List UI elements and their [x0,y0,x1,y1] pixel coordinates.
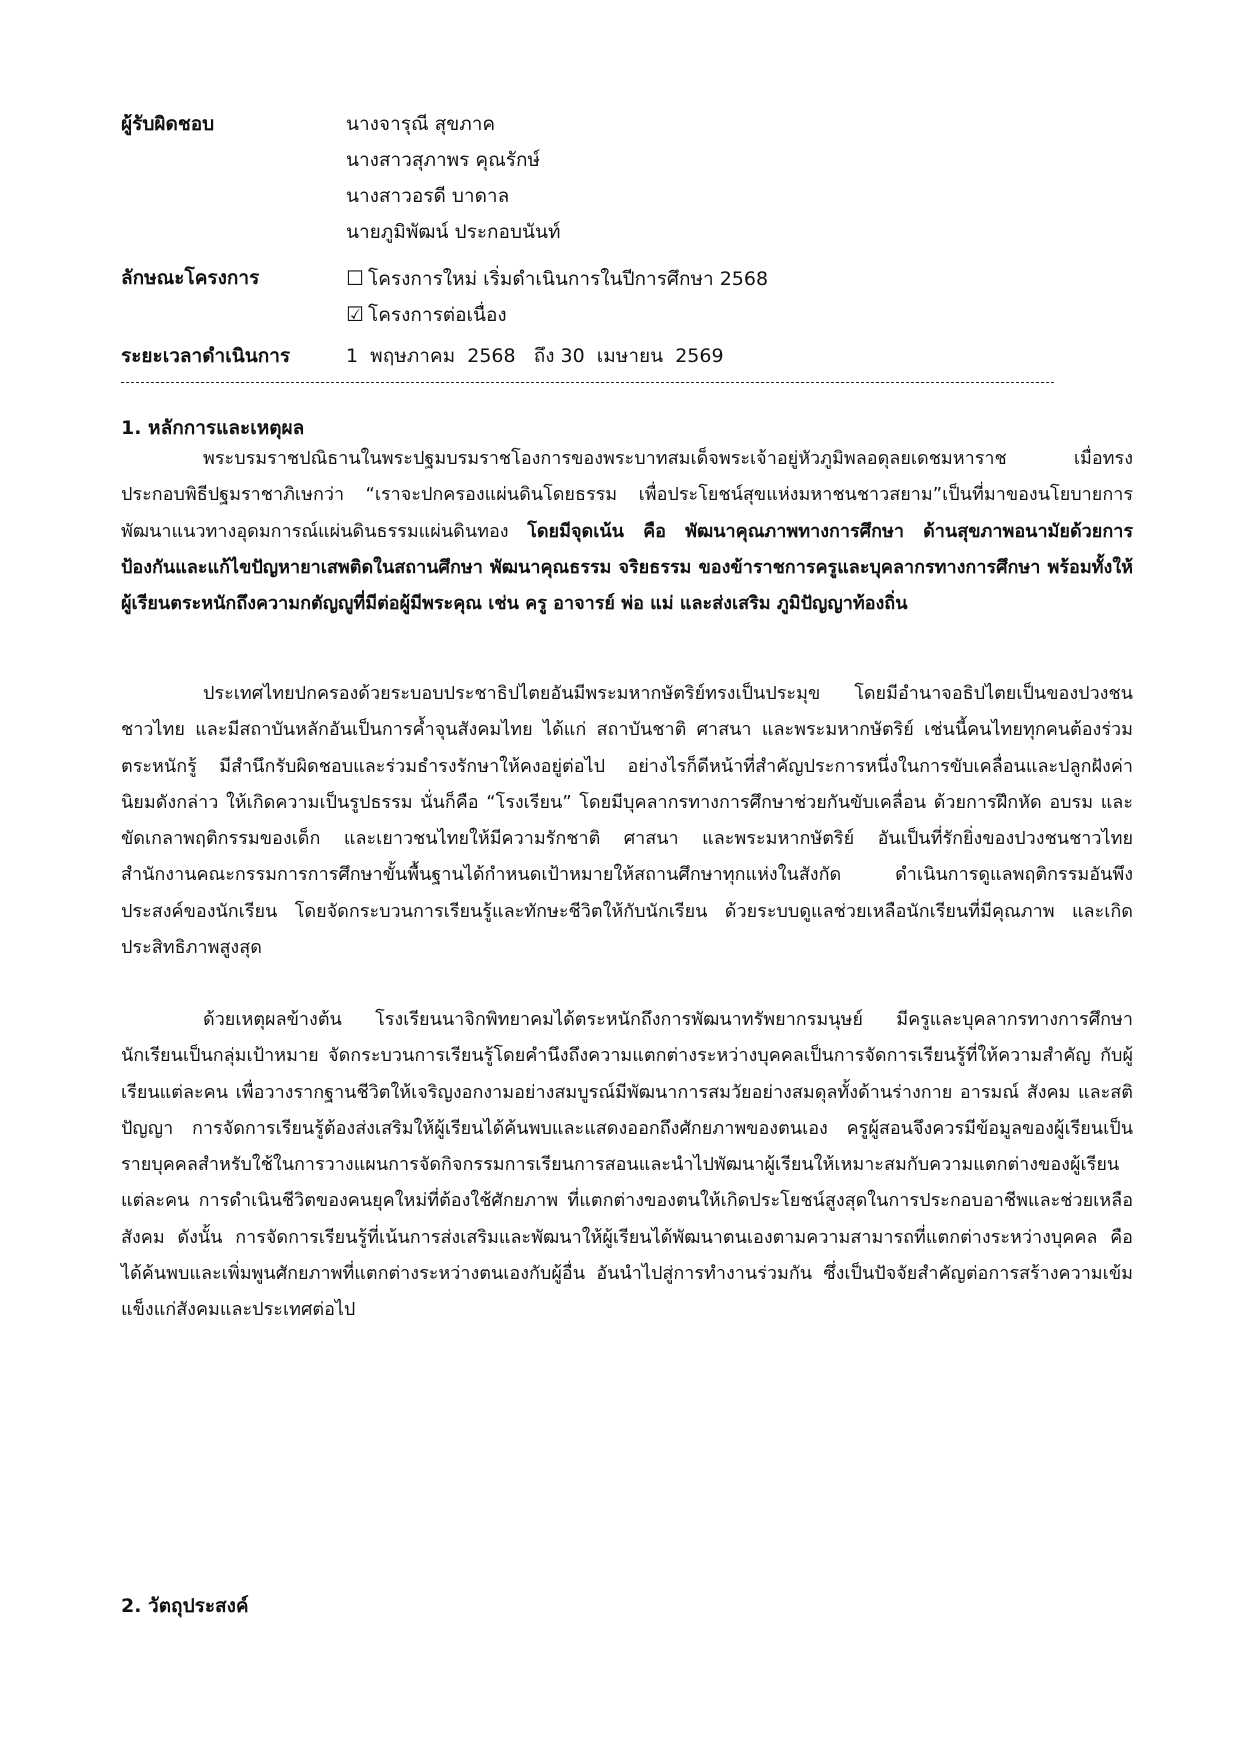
responsible-person-2: นางสาวสุภาพร คุณรักษ์ [346,149,540,171]
paragraph-1 [121,441,1133,622]
unchecked-box-icon: ☐ [346,266,364,290]
paragraph-2 [121,676,1133,966]
project-type-label: ลักษณะโครงการ [121,267,260,289]
section-2-heading: 2. วัตถุประสงค์ [121,1595,249,1617]
dashed-divider [121,382,1054,383]
responsible-person-3: นางสาวอรดี บาดาล [346,185,510,207]
section-1-heading: 1. หลักการและเหตุผล [121,417,305,439]
paragraph-3 [121,1002,1133,1329]
paragraph-1-emphasis: โดยมีจุดเน้น คือ พัฒนาคุณภาพทางการศึกษา ด้านสุขภาพอนามัยด้วยการป้องกันและแก้ไขปัญหายาเสพติดในสถานศึกษา พัฒนาคุณธรรม จริยธรรม ของข้าราชการครูและบุคลากรทางการศึกษา พร้อมทั้งให้ผู้เรียนตระหนักถึงความกตัญญูที่มีต่อผู้มีพระคุณ เช่น ครู อาจารย์ พ่อ แม่ และส่งเสริม ภูมิปัญญาท้องถิ่น [121,520,1133,615]
paragraph-3-text: ด้วยเหตุผลข้างต้น โรงเรียนนาจิกพิทยาคมได้ตระหนักถึงการพัฒนาทรัพยากรมนุษย์ มีครูและบุคลากรทางการศึกษา นักเรียนเป็นกลุ่มเป้าหมาย จัดกระบวนการเรียนรู้โดยคำนึงถึงความแตกต่างระหว่างบุคคลเป็นการจัดการเรียนรู้ที่ให้ความสำคัญ กับผู้เรียนแต่ละคน เพื่อวางรากฐานชีวิตให้เจริญงอกงามอย่างสมบูรณ์มีพัฒนาการสมวัยอย่างสมดุลทั้งด้านร่างกาย อารมณ์ สังคม และสติปัญญา การจัดการเรียนรู้ต้องส่งเสริมให้ผู้เรียนได้ค้นพบและแสดงออกถึงศักยภาพของตนเอง ครูผู้สอนจึงควรมีข้อมูลของผู้เรียนเป็นรายบุคคลสำหรับใช้ในการวางแผนการจัดกิจกรรมการเรียนการสอนและนำไปพัฒนาผู้เรียนให้เหมาะสมกับความแตกต่างของผู้เรียนแต่ละคน การดำเนินชีวิตของคนยุคใหม่ที่ต้องใช้ศักยภาพ ที่แตกต่างของตนให้เกิดประโยชน์สูงสุดในการประกอบอาชีพและช่วยเหลือสังคม ดังนั้น การจัดการเรียนรู้ที่เน้นการส่งเสริมและพัฒนาให้ผู้เรียนได้พัฒนาตนเองตามความสามารถที่แตกต่างระหว่างบุคคล คือ ได้ค้นพบและเพิ่มพูนศักยภาพที่แตกต่างระหว่างตนเองกับผู้อื่น อันนำไปสู่การทำงานร่วมกัน ซึ่งเป็นปัจจัยสำคัญต่อการสร้างความเข้มแข็งแก่สังคมและประเทศต่อไป [121,1009,1133,1321]
checked-box-icon: ☑ [346,302,364,326]
project-type-option-continuing [346,296,507,333]
responsible-person-1: นางจารุณี สุขภาค [346,113,496,135]
duration-value: 1 พฤษภาคม 2568 ถึง 30 เมษายน 2569 [346,345,724,367]
project-type-option-label: โครงการใหม่ เริ่มดำเนินการในปีการศึกษา 2568 [368,268,769,290]
project-type-option-new [346,260,768,297]
paragraph-1-text: พระบรมราชปณิธานในพระปฐมบรมราชโองการของพระบาทสมเด็จพระเจ้าอยู่หัวภูมิพลอดุลยเดชมหาราช เมื่อทรงประกอบพิธีปฐมราชาภิเษกว่า “เราจะปกครองแผ่นดินโดยธรรม เพื่อประโยชน์สุขแห่งมหาชนชาวสยาม”เป็นที่มาของนโยบายการพัฒนาแนวทางอุดมการณ์แผ่นดินธรรมแผ่นดินทอง [121,448,1133,542]
paragraph-2-text: ประเทศไทยปกครองด้วยระบอบประชาธิปไตยอันมีพระมหากษัตริย์ทรงเป็นประมุข โดยมีอำนาจอธิปไตยเป็นของปวงชนชาวไทย และมีสถาบันหลักอันเป็นการค้ำจุนสังคมไทย ได้แก่ สถาบันชาติ ศาสนา และพระมหากษัตริย์ เช่นนี้คนไทยทุกคนต้องร่วมตระหนักรู้ มีสำนึกรับผิดชอบและร่วมธำรงรักษาให้คงอยู่ต่อไป อย่างไรก็ดีหน้าที่สำคัญประการหนึ่งในการขับเคลื่อนและปลูกฝังค่านิยมดังกล่าว ให้เกิดความเป็นรูปธรรม นั่นก็คือ “โรงเรียน” โดยมีบุคลากรทางการศึกษาช่วยกันขับเคลื่อน ด้วยการฝึกหัด อบรม และขัดเกลาพฤติกรรมของเด็ก และเยาวชนไทยให้มีความรักชาติ ศาสนา และพระมหากษัตริย์ อันเป็นที่รักยิ่งของปวงชนชาวไทย สำนักงานคณะกรรมการการศึกษาขั้นพื้นฐานได้กำหนดเป้าหมายให้สถานศึกษาทุกแห่งในสังกัด ดำเนินการดูแลพฤติกรรมอันพึงประสงค์ของนักเรียน โดยจัดกระบวนการเรียนรู้และทักษะชีวิตให้กับนักเรียน ด้วยระบบดูแลช่วยเหลือนักเรียนที่มีคุณภาพ และเกิดประสิทธิภาพสูงสุด [121,683,1133,959]
responsible-person-4: นายภูมิพัฒน์ ประกอบนันท์ [346,221,561,243]
project-type-option-label: โครงการต่อเนื่อง [368,304,507,326]
responsible-label: ผู้รับผิดชอบ [121,113,215,135]
duration-label: ระยะเวลาดำเนินการ [121,345,291,367]
